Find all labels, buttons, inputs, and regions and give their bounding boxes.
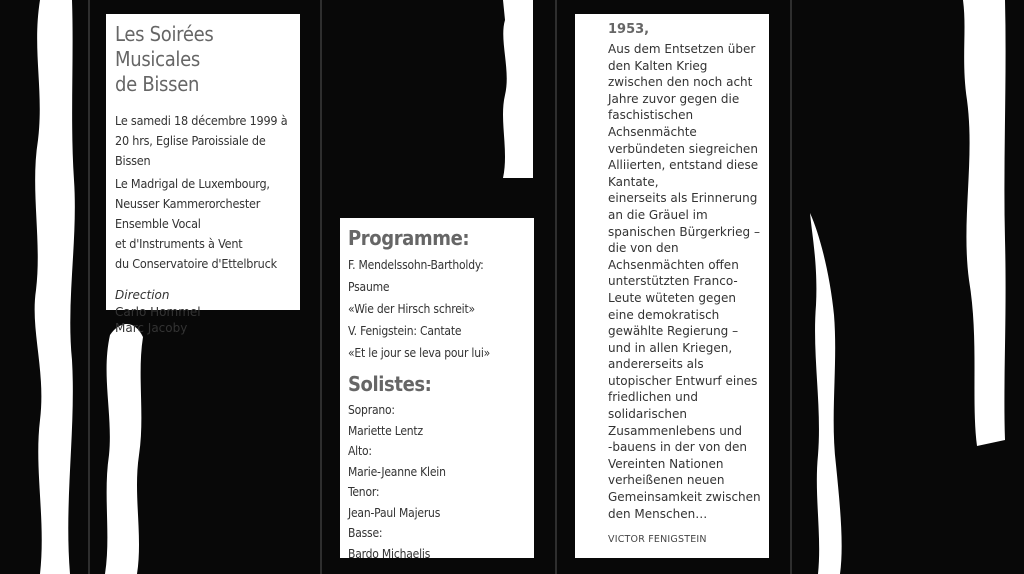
fold-line: [320, 0, 322, 574]
note-line: unterstützten Franco-: [608, 274, 738, 289]
decorative-wave-shape: [495, 0, 540, 180]
note-line: Alliierten, entstand diese: [608, 158, 759, 173]
note-line: solidarischen: [608, 407, 687, 422]
event-date: Le samedi 18 décembre 1999 à: [115, 113, 288, 128]
note-line: Achsenmächten offen: [608, 257, 739, 272]
note-line: den Menschen…: [608, 506, 708, 521]
note-line: Zusammenlebens und: [608, 423, 743, 438]
note-line: und in allen Kriegen,: [608, 340, 733, 355]
direction-label: Direction: [115, 288, 170, 302]
programme-card: [340, 218, 534, 561]
note-line: an die Gräuel im: [608, 207, 708, 222]
event-card: [106, 14, 300, 335]
note-line: spanischen Bürgerkrieg –: [608, 224, 760, 239]
ensemble-name: Le Madrigal de Luxembourg,: [115, 176, 270, 191]
programme-item: «Wie der Hirsch schreit»: [348, 302, 475, 316]
programme-list: [348, 254, 528, 364]
note-year: 1953,: [608, 22, 650, 37]
note-line: Kantate,: [608, 174, 659, 189]
ensemble-name: et d'Instruments à Vent: [115, 236, 243, 251]
decorative-wave-shape: [0, 0, 90, 574]
fold-line: [555, 0, 557, 574]
soloist-voice: Alto:: [348, 444, 372, 458]
note-line: Vereinten Nationen: [608, 456, 724, 471]
soloist-name: Bardo Michaelis: [348, 546, 431, 561]
programme-item: «Et le jour se leva pour lui»: [348, 346, 491, 360]
conductor-name: Carlo Hommel: [115, 305, 201, 319]
note-line: verbündeten siegreichen: [608, 141, 758, 156]
soloist-voice: Basse:: [348, 526, 383, 540]
soloists-heading: Solistes:: [348, 372, 432, 396]
programme-item: V. Fenigstein: Cantate: [348, 324, 462, 338]
note-line: zwischen den noch acht: [608, 75, 753, 90]
note-line: den Kalten Krieg: [608, 58, 708, 73]
note-line: gewählte Regierung –: [608, 324, 739, 339]
event-info: [115, 111, 292, 274]
note-text: [608, 41, 761, 522]
note-card: [575, 14, 769, 558]
note-line: utopischer Entwurf eines: [608, 373, 758, 388]
event-venue: 20 hrs, Eglise Paroissiale de Bissen: [115, 133, 266, 168]
note-line: einerseits als Erinnerung: [608, 191, 758, 206]
soloist-voice: Tenor:: [348, 485, 380, 499]
note-line: Jahre zuvor gegen die: [608, 91, 740, 106]
soloists-list: [348, 400, 528, 564]
event-title-line: de Bissen: [115, 72, 200, 96]
fold-line: [790, 0, 792, 574]
programme-heading: Programme:: [348, 226, 470, 250]
note-line: Aus dem Entsetzen über: [608, 42, 756, 56]
note-line: Gemeinsamkeit zwischen: [608, 490, 761, 505]
note-line: friedlichen und: [608, 390, 698, 405]
conductor-name: Marc Jacoby: [115, 321, 188, 335]
note-line: Leute wüteten gegen: [608, 290, 736, 305]
soloist-name: Marie-Jeanne Klein: [348, 464, 446, 479]
note-line: faschistischen: [608, 108, 694, 123]
event-title: [115, 22, 292, 97]
note-line: die von den: [608, 241, 679, 256]
ensemble-name: du Conservatoire d'Ettelbruck: [115, 256, 277, 271]
ensemble-name: Ensemble Vocal: [115, 216, 201, 231]
decorative-wave-shape: [955, 0, 1010, 450]
note-author: VICTOR FENIGSTEIN: [608, 534, 707, 546]
programme-item: F. Mendelssohn-Bartholdy: Psaume: [348, 258, 484, 294]
soloist-name: Jean-Paul Majerus: [348, 505, 441, 520]
event-title-line: Les Soirées Musicales: [115, 22, 214, 71]
note-line: andererseits als: [608, 357, 704, 372]
ensemble-name: Neusser Kammerorchester: [115, 196, 261, 211]
soloist-name: Mariette Lentz: [348, 423, 423, 438]
note-line: Achsenmächte: [608, 124, 697, 139]
decorative-wave-shape: [95, 315, 155, 574]
note-line: verheißenen neuen: [608, 473, 725, 488]
soloist-voice: Soprano:: [348, 403, 395, 417]
note-line: -bauens in der von den: [608, 440, 747, 455]
note-line: eine demokratisch: [608, 307, 720, 322]
decorative-wave-shape: [800, 205, 860, 574]
